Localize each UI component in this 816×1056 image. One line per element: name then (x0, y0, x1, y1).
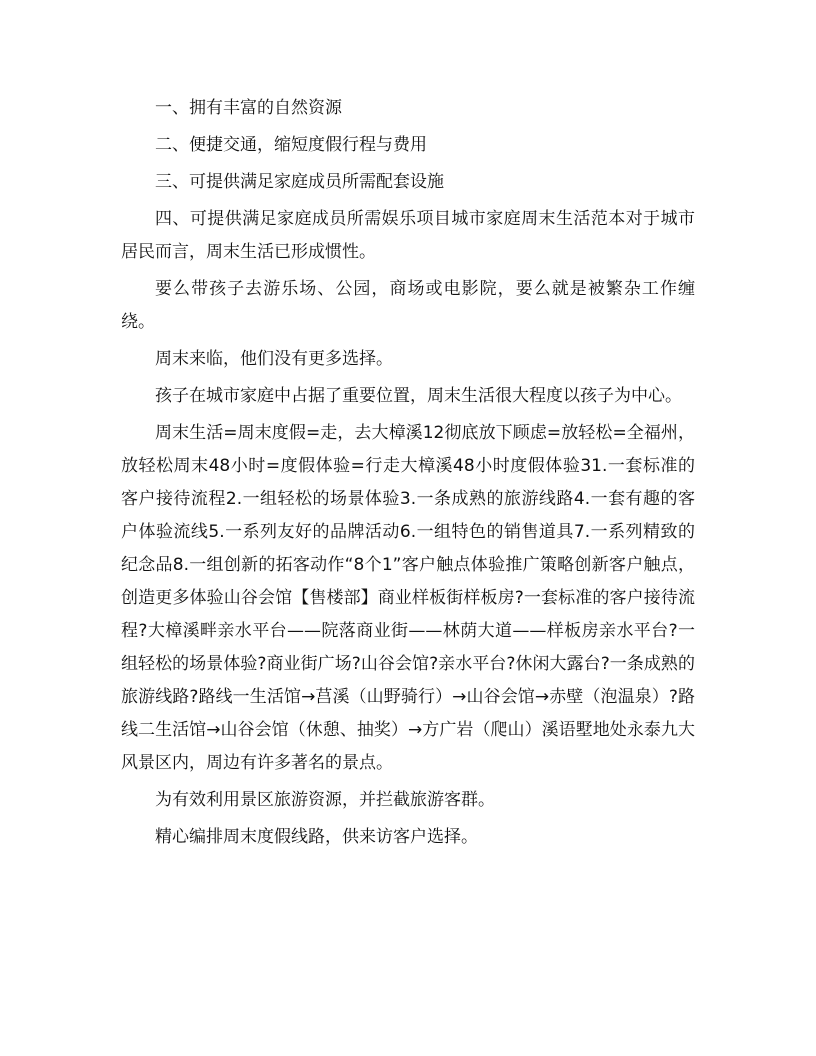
paragraph-6: 周末来临，他们没有更多选择。 (155, 349, 393, 369)
paragraph-8: 周末生活=周末度假=走，去大樟溪12彻底放下顾虑=放轻松=全福州，放轻松周末48小时=度假体验=行走大樟溪48小时度假体验31.一套标准的客户接待流程2.一组轻松的场景体验3.一条成熟的旅游线路4.一套有趣的客户体验流线5.一系列友好的品牌活动6.一组特色的销售道具7.一系列精致的纪念品8.一组创新的拓客动作“8个1”客户触点体验推广策略创新客户触点，创造更多体验山谷会馆【售楼部】商业样板街样板房?一套标准的客户接待流程?大樟溪畔亲水平台——院落商业街——林荫大道——样板房亲水平台?一组轻松的场景体验?商业街广场?山谷会馆?亲水平台?休闲大露台?一条成熟的旅游线路?路线一生活馆→莒溪（山野骑行）→山谷会馆→赤壁（泡温泉）?路线二生活馆→山谷会馆（休憩、抽奖）→方广岩（爬山）溪语墅地处永泰九大风景区内，周边有许多著名的景点。 (121, 423, 695, 773)
paragraph-10: 精心编排周末度假线路，供来访客户选择。 (155, 827, 478, 847)
paragraph-9: 为有效利用景区旅游资源，并拦截旅游客群。 (155, 790, 495, 810)
paragraph-2: 二、便捷交通，缩短度假行程与费用 (155, 135, 427, 155)
paragraph-3: 三、可提供满足家庭成员所需配套设施 (155, 172, 444, 192)
paragraph-5: 要么带孩子去游乐场、公园，商场或电影院，要么就是被繁杂工作缠绕。 (121, 279, 695, 332)
document-body (121, 92, 695, 858)
paragraph-4: 四、可提供满足家庭成员所需娱乐项目城市家庭周末生活范本对于城市居民而言，周末生活已形成惯性。 (121, 209, 695, 262)
paragraph-1: 一、拥有丰富的自然资源 (155, 98, 342, 118)
paragraph-7: 孩子在城市家庭中占据了重要位置，周末生活很大程度以孩子为中心。 (155, 386, 682, 406)
